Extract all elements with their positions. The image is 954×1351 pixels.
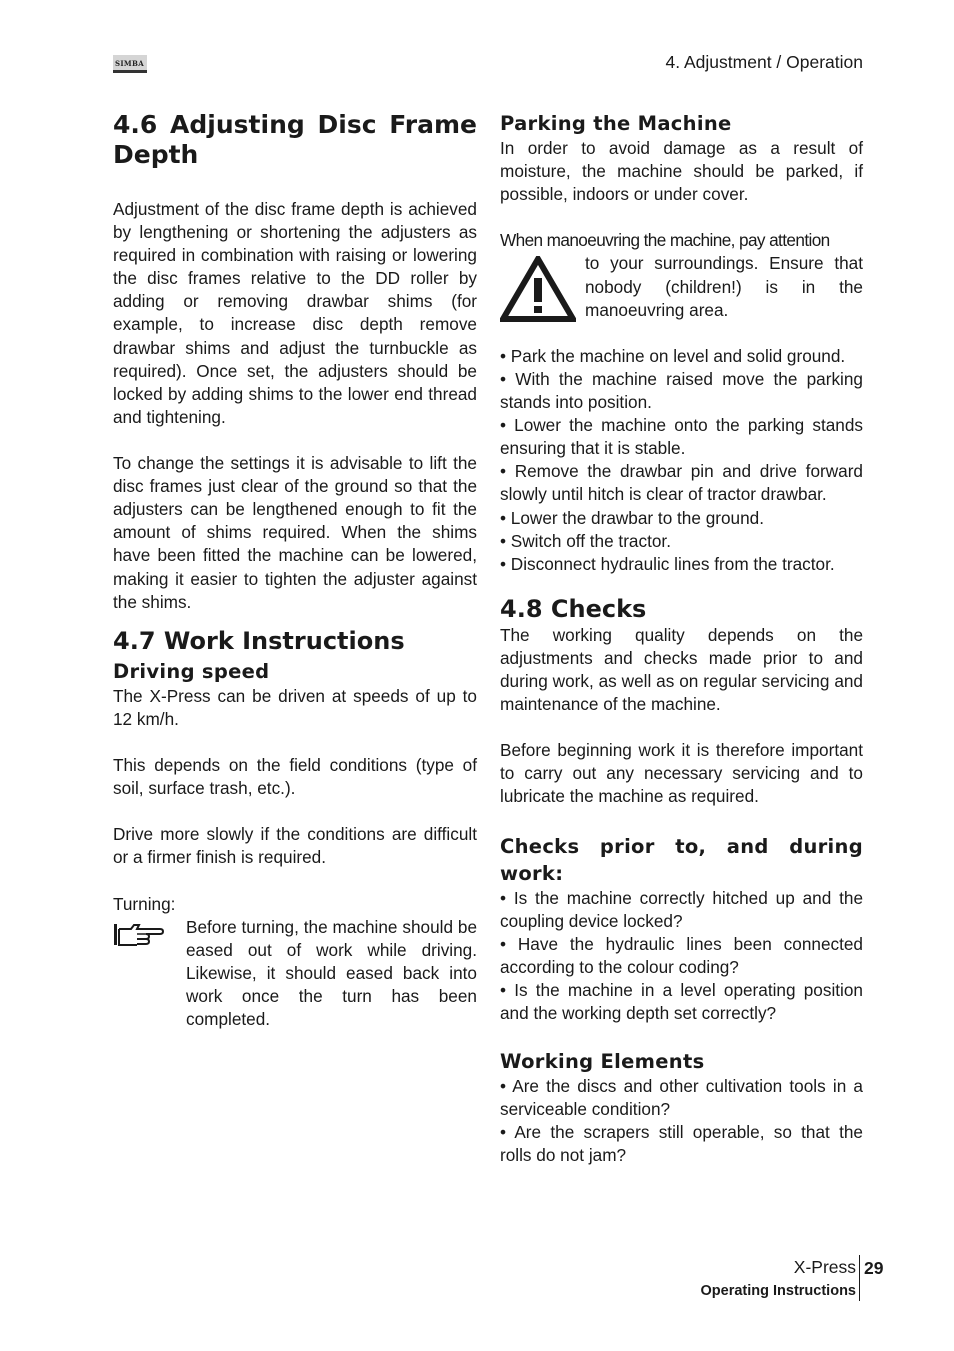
bullet-item: • Are the scrapers still operable, so that the rolls do not jam? (500, 1122, 863, 1166)
section-4-6-title: 4.6 Adjusting Disc Frame Depth (113, 110, 477, 169)
checks-prior-title: Checks prior to, and during work: (500, 834, 863, 885)
turning-note: Before turning, the machine should be eased out of work while driving. Likewise, it should eased back into work once the turn has been completed. (186, 916, 477, 1029)
parking-list (500, 345, 863, 576)
paragraph: This depends on the field conditions (type of soil, surface trash, etc.). (113, 754, 477, 799)
bullet-item: • Lower the machine onto the parking stands ensuring that it is stable. (500, 415, 863, 459)
pointing-hand-icon (113, 920, 165, 950)
paragraph: Adjustment of the disc frame depth is achieved by lengthening or shortening the adjusters as required in combination with raising or lowering the disc frames relative to the DD roller by adding or removing drawbar shims (for example, to increase disc depth remove drawbar shims and adjust the turnbuckle as required). Once set, the adjusters should be locked by adding shims to the lower end thread and tightening. (113, 199, 477, 427)
working-elements-title: Working Elements (500, 1050, 705, 1074)
paragraph: Before beginning work it is therefore important to carry out any necessary servicing and to lubricate the machine as required. (500, 740, 863, 807)
bullet-item: • Remove the drawbar pin and drive forward slowly until hitch is clear of tractor drawbar. (500, 461, 863, 505)
driving-speed-title: Driving speed (113, 659, 270, 683)
warning-triangle-icon (500, 256, 576, 322)
parking-title: Parking the Machine (500, 112, 732, 135)
warning-block (500, 252, 863, 321)
bullet-item: • Are the discs and other cultivation tools in a serviceable condition? (500, 1076, 863, 1120)
page-number: 29 (864, 1258, 884, 1278)
bullet-item: • Park the machine on level and solid ground. (500, 345, 846, 366)
section-4-8-title: 4.8 Checks (500, 594, 647, 623)
bullet-item: • Is the machine correctly hitched up and the coupling device locked? (500, 887, 863, 931)
turning-label: Turning: (113, 893, 176, 914)
footer-brand: X-Press (793, 1257, 856, 1277)
bullet-item: • Lower the drawbar to the ground. (500, 507, 764, 528)
paragraph: In order to avoid damage as a result of moisture, the machine should be parked, if possible, indoors or under cover. (500, 138, 863, 205)
warning-first-line: When manoeuvring the machine, pay attention (500, 230, 830, 251)
bullet-item: • Have the hydraulic lines been connected according to the colour coding? (500, 933, 863, 977)
bullet-item: • Switch off the tractor. (500, 530, 671, 551)
logo-text: SIMBA (115, 59, 144, 68)
right-column (500, 111, 863, 1167)
section-4-7-title: 4.7 Work Instructions (113, 626, 405, 655)
bullet-item: • Disconnect hydraulic lines from the tractor. (500, 553, 835, 574)
footer-divider (859, 1255, 860, 1301)
footer-subtitle: Operating Instructions (700, 1283, 856, 1299)
paragraph: The X-Press can be driven at speeds of up to 12 km/h. (113, 685, 477, 729)
paragraph: The working quality depends on the adjustments and checks made prior to and during work, as well as on regular servicing and maintenance of the machine. (500, 624, 863, 715)
warning-text: to your surroundings. Ensure that nobody (children!) is in the manoeuvring area. (585, 253, 863, 320)
simba-logo (113, 55, 147, 73)
left-column (113, 110, 477, 1031)
working-elements-list (500, 1075, 863, 1167)
paragraph: Drive more slowly if the conditions are difficult or a firmer finish is required. (113, 824, 477, 868)
section-4-6-body (113, 198, 477, 614)
parking-body (500, 137, 863, 576)
checks-prior-list (500, 887, 863, 1026)
bullet-item: • Is the machine in a level operating position and the working depth set correctly? (500, 979, 863, 1023)
paragraph: To change the settings it is advisable to lift the disc frames just clear of the ground so that the adjusters can be lengthened enough to fit the amount of shims required. When the shims have been fitted the machine can be lowered, making it easier to tighten the adjuster against the shims. (113, 453, 477, 612)
driving-speed-body (113, 685, 477, 1031)
checks-body (500, 624, 863, 809)
turning-note-block (113, 916, 477, 1031)
bullet-item: • With the machine raised move the parking stands into position. (500, 368, 863, 413)
section-header: 4. Adjustment / Operation (665, 52, 863, 72)
